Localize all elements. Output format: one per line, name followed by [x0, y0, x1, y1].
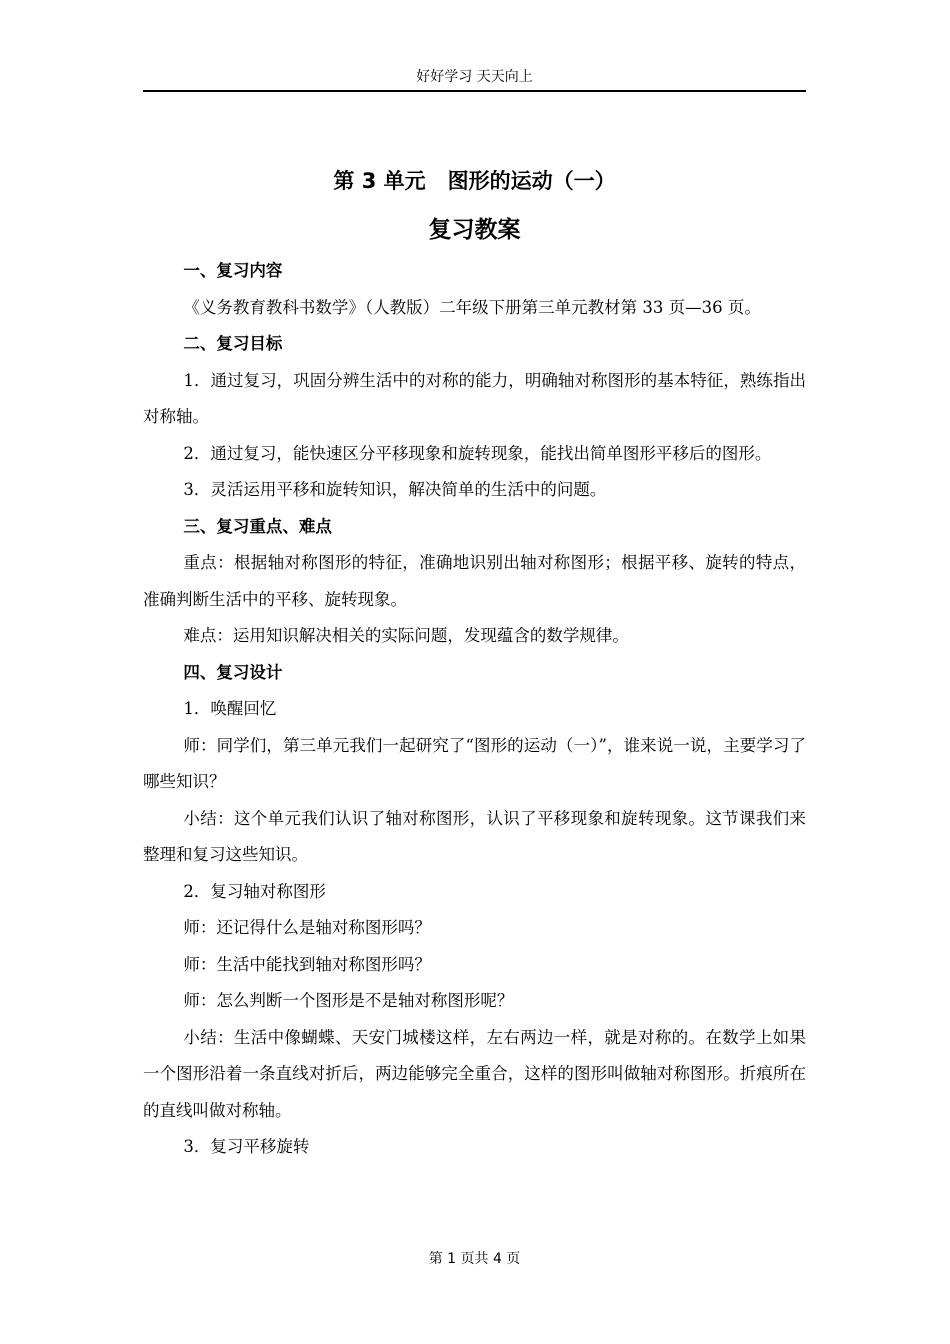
section-heading-content: 一、复习内容 — [183, 261, 283, 280]
section-heading-key-points: 三、复习重点、难点 — [183, 516, 332, 536]
paragraph: 小结：这个单元我们认识了轴对称图形，认识了平移现象和旋转现象。这节课我们来整理和复习这些知识。 — [143, 808, 806, 864]
paragraph: 1．通过复习，巩固分辨生活中的对称的能力，明确轴对称图形的基本特征，熟练指出对称轴。 — [143, 370, 806, 426]
paragraph: 3．复习平移旋转 — [183, 1137, 310, 1156]
paragraph: 《义务教育教科书数学》（人教版）二年级下册第三单元教材第 33 页—36 页。 — [183, 297, 761, 317]
unit-title: 第 3 单元 图形的运动（一） — [333, 169, 616, 193]
paragraph: 难点：运用知识解决相关的实际问题，发现蕴含的数学规律。 — [183, 626, 629, 645]
paragraph: 师：怎么判断一个图形是不是轴对称图形呢？ — [183, 991, 514, 1010]
paragraph: 2．复习轴对称图形 — [183, 881, 326, 901]
document-body — [143, 253, 806, 1166]
paragraph: 2．通过复习，能快速区分平移现象和旋转现象，能找出简单图形平移后的图形。 — [183, 443, 772, 463]
paragraph: 师：还记得什么是轴对称图形吗？ — [183, 918, 431, 937]
page-header: 好好学习 天天向上 — [143, 66, 806, 92]
paragraph: 师：生活中能找到轴对称图形吗？ — [183, 954, 431, 974]
paragraph: 3．灵活运用平移和旋转知识，解决简单的生活中的问题。 — [183, 480, 607, 499]
section-heading-goals: 二、复习目标 — [183, 334, 283, 353]
paragraph: 1．唤醒回忆 — [183, 699, 277, 718]
document-title: 复习教案 — [428, 217, 521, 243]
paragraph: 小结：生活中像蝴蝶、天安门城楼这样，左右两边一样，就是对称的。在数学上如果一个图形沿着一条直线对折后，两边能够完全重合，这样的图形叫做轴对称图形。折痕所在的直线叫做对称轴。 — [143, 1027, 806, 1120]
page-footer: 第 1 页共 4 页 — [428, 1251, 521, 1267]
paragraph: 重点：根据轴对称图形的特征，准确地识别出轴对称图形；根据平移、旋转的特点，准确判断生活中的平移、旋转现象。 — [143, 553, 806, 609]
section-heading-design: 四、复习设计 — [183, 662, 283, 682]
paragraph: 师：同学们，第三单元我们一起研究了“图形的运动（一）”，谁来说一说，主要学习了哪些知识？ — [143, 735, 806, 791]
